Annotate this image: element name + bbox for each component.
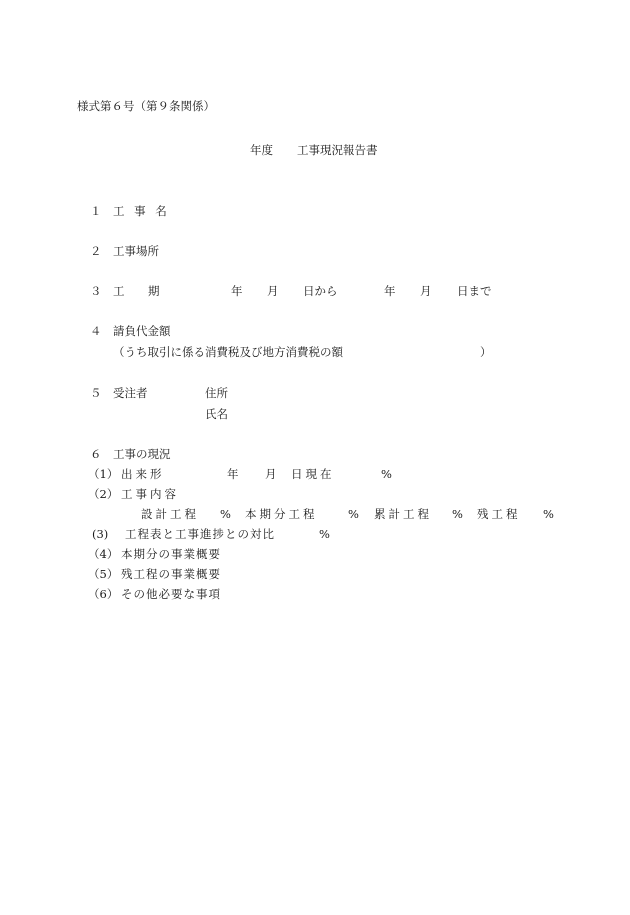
item5-number: ５ — [90, 386, 102, 400]
sub3-label: 工程表と工事進捗との対比 — [125, 527, 275, 541]
period-process-percent: % — [348, 507, 359, 521]
design-process: 設計工程 — [141, 507, 199, 521]
item1-number: １ — [90, 204, 102, 218]
item4-label: 請負代金額 — [113, 324, 171, 338]
item3-label-a: 工 — [113, 284, 125, 298]
item1-label: 工 事 名 — [113, 204, 170, 218]
sub6-label: その他必要な事項 — [121, 587, 221, 601]
sub3-number: (3) — [92, 527, 109, 541]
sub3-percent: % — [319, 527, 330, 541]
item4-number: ４ — [90, 324, 102, 338]
item4-tax-note-close: ） — [480, 345, 492, 359]
sub5-label: 残工程の事業概要 — [121, 567, 221, 581]
sub1-label: 出来形 — [121, 467, 165, 481]
remaining-process: 残工程 — [477, 507, 521, 521]
contractor-name-label: 氏名 — [205, 407, 228, 421]
period-process: 本期分工程 — [245, 507, 318, 521]
item2-label: 工事場所 — [113, 244, 159, 258]
item6-number: ６ — [90, 447, 102, 461]
contractor-address-label: 住所 — [205, 386, 228, 400]
document-title: 工事現況報告書 — [297, 143, 378, 157]
item3-to-year: 年 — [384, 284, 396, 298]
item2-number: ２ — [90, 244, 102, 258]
cumulative-process: 累計工程 — [374, 507, 432, 521]
sub1-year: 年 — [227, 467, 239, 481]
design-process-percent: % — [220, 507, 231, 521]
item3-number: ３ — [90, 284, 102, 298]
sub1-number: （1） — [88, 467, 119, 481]
sub1-day: 日現在 — [291, 467, 335, 481]
sub1-percent: % — [381, 467, 392, 481]
item4-tax-note: （うち取引に係る消費税及び地方消費税の額 — [113, 345, 343, 359]
sub1-month: 月 — [265, 467, 277, 481]
item3-to-day: 日まで — [457, 284, 492, 298]
item3-from-month: 月 — [267, 284, 279, 298]
remaining-process-percent: % — [543, 507, 554, 521]
item3-label-b: 期 — [148, 284, 160, 298]
item6-label: 工事の現況 — [113, 447, 171, 461]
sub4-number: （4） — [88, 547, 119, 561]
form-id: 様式第６号（第９条関係） — [77, 99, 215, 113]
sub2-number: （2） — [88, 487, 119, 501]
sub2-label: 工事内容 — [121, 487, 179, 501]
sub4-label: 本期分の事業概要 — [121, 547, 221, 561]
item3-to-month: 月 — [420, 284, 432, 298]
cumulative-process-percent: % — [452, 507, 463, 521]
sub5-number: （5） — [88, 567, 119, 581]
item5-label: 受注者 — [113, 386, 148, 400]
item3-from-day: 日から — [303, 284, 338, 298]
sub6-number: （6） — [88, 587, 119, 601]
item3-from-year: 年 — [231, 284, 243, 298]
title-nendo: 年度 — [250, 143, 273, 157]
